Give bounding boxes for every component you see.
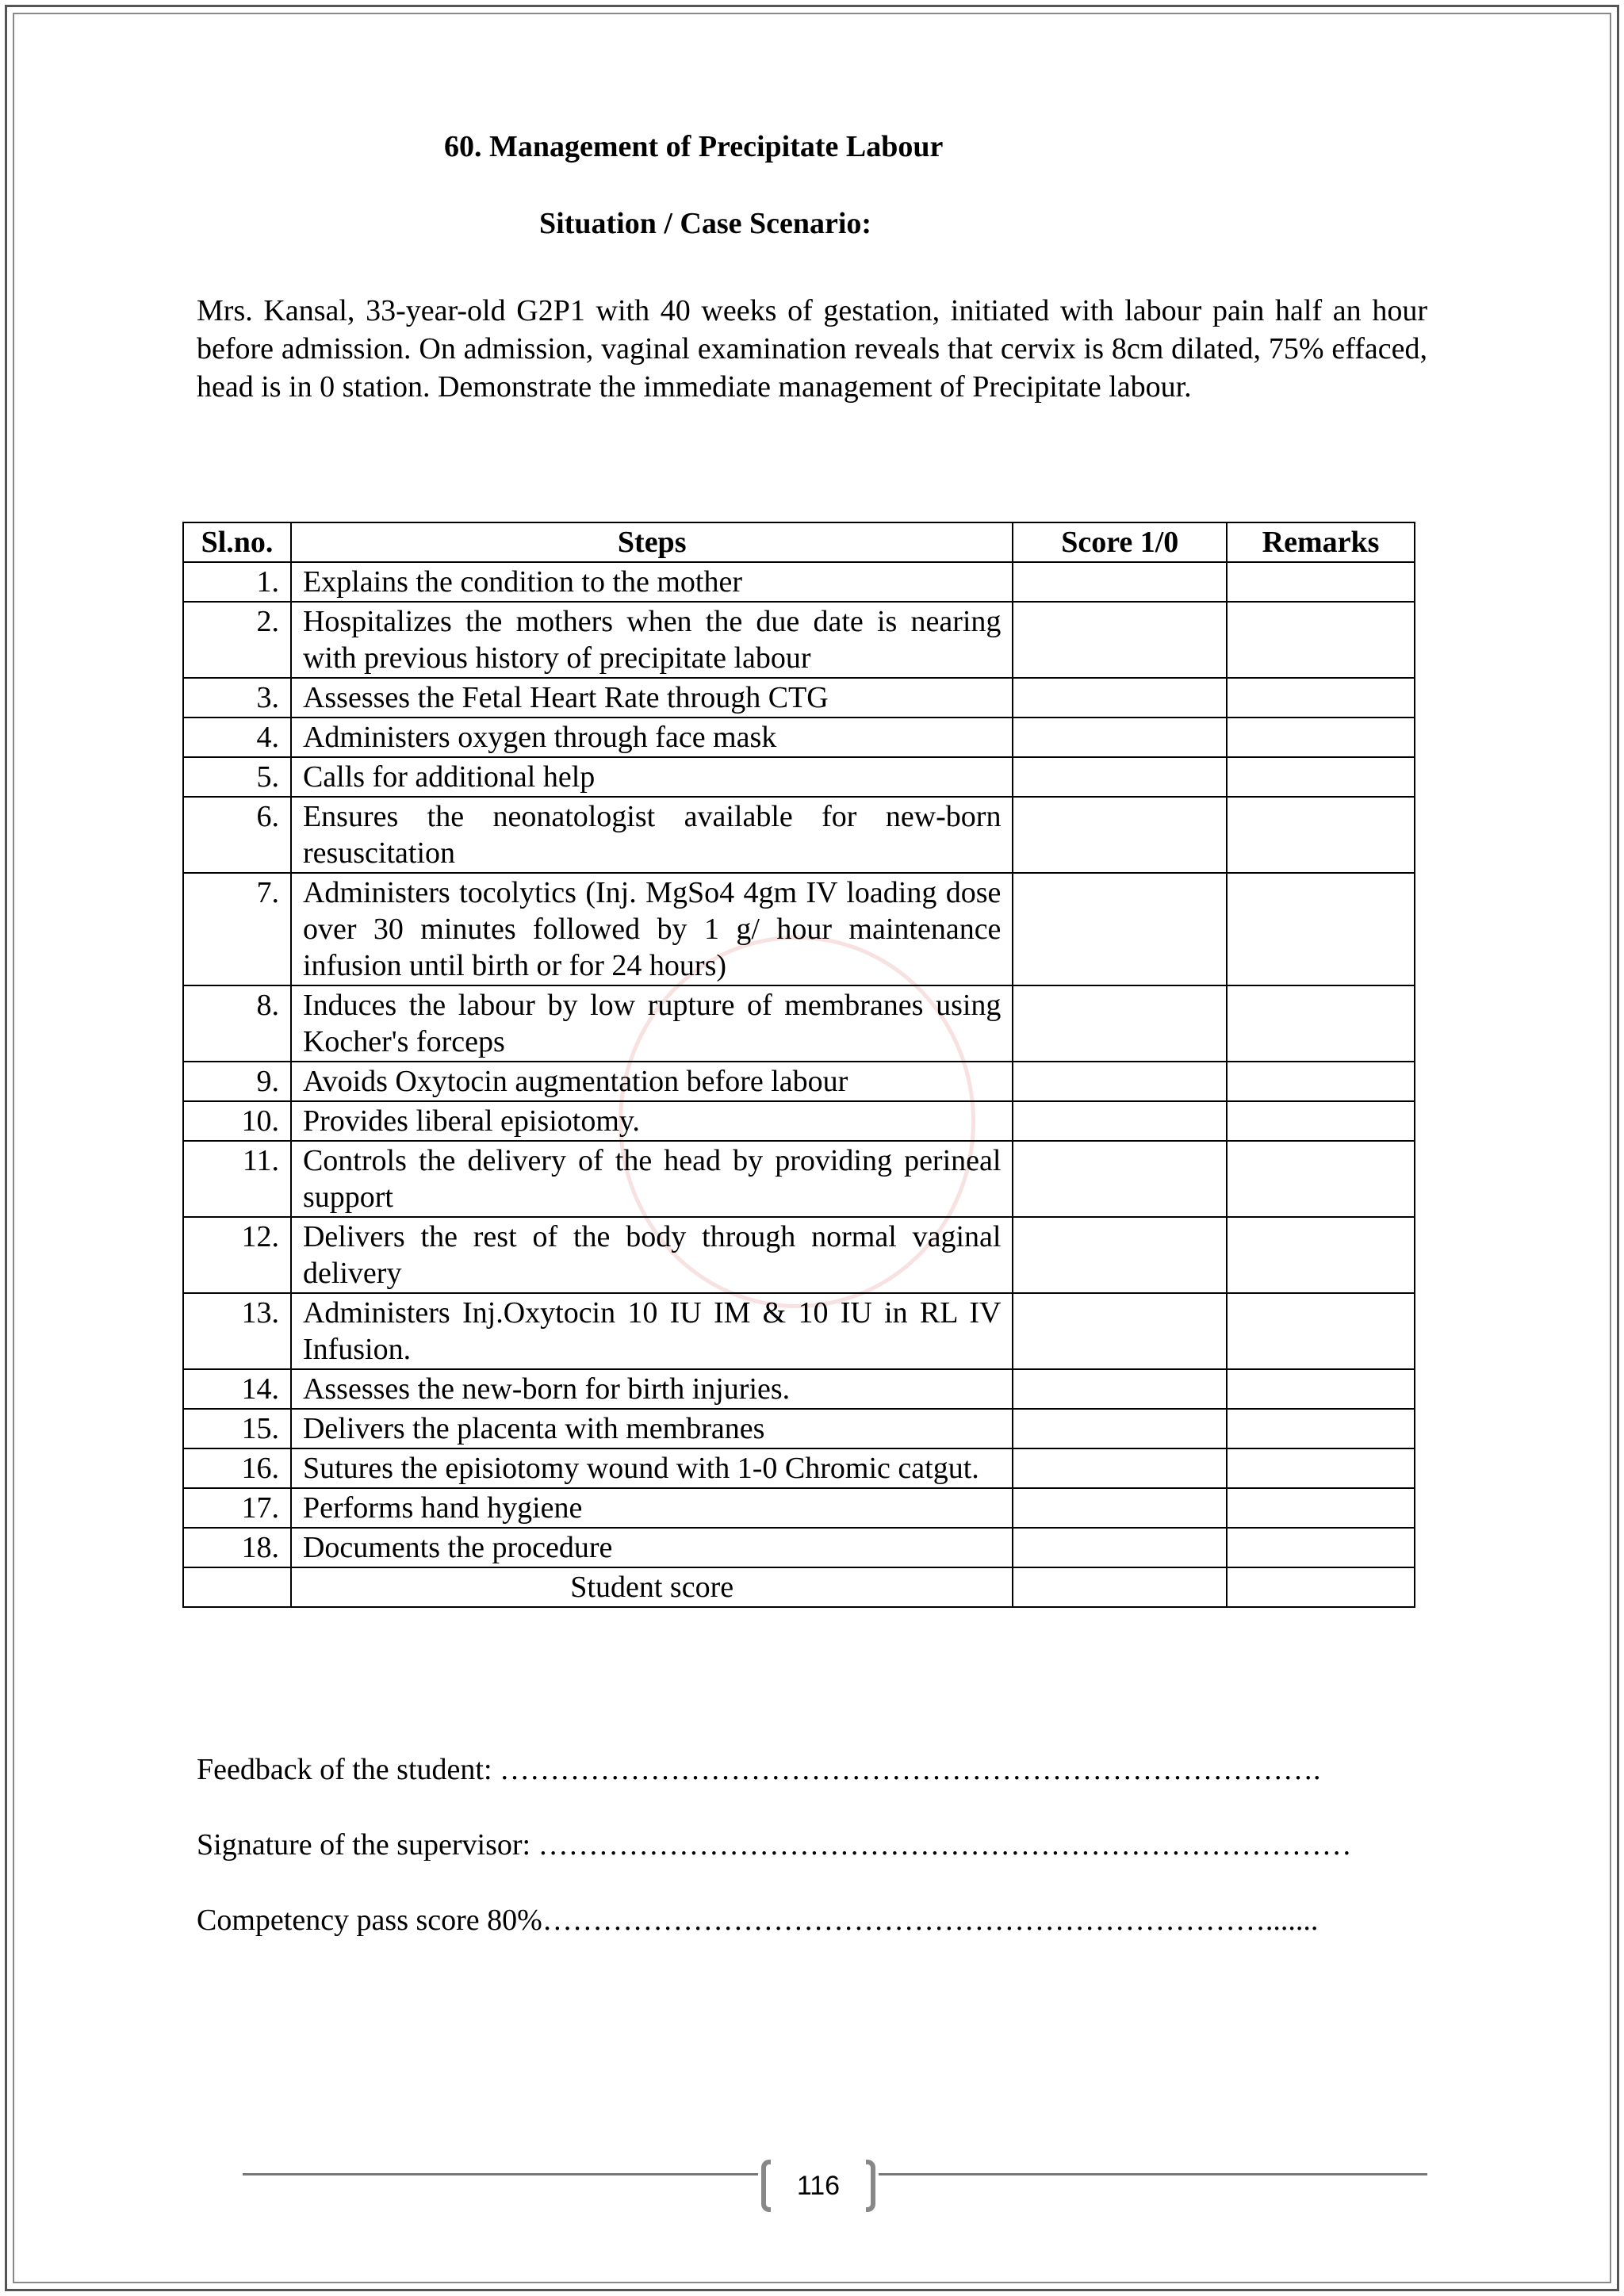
supervisor-signature-field[interactable]: Signature of the supervisor: ……………………………………………………………………… bbox=[197, 1828, 1352, 1862]
row-number: 13. bbox=[183, 1293, 291, 1369]
page-title: 60. Management of Precipitate Labour bbox=[444, 130, 944, 163]
remarks-cell[interactable] bbox=[1227, 873, 1415, 985]
row-number: 16. bbox=[183, 1448, 291, 1488]
row-step: Calls for additional help bbox=[291, 757, 1013, 797]
remarks-cell[interactable] bbox=[1227, 1141, 1415, 1217]
table-row bbox=[183, 1409, 1415, 1448]
score-cell[interactable] bbox=[1013, 1101, 1227, 1141]
remarks-cell[interactable] bbox=[1227, 985, 1415, 1062]
score-cell[interactable] bbox=[1013, 985, 1227, 1062]
row-step: Avoids Oxytocin augmentation before labour bbox=[291, 1062, 1013, 1101]
footer-rule-left bbox=[243, 2173, 758, 2175]
row-number: 1. bbox=[183, 562, 291, 602]
remarks-cell[interactable] bbox=[1227, 1528, 1415, 1567]
table-row bbox=[183, 602, 1415, 678]
score-cell[interactable] bbox=[1013, 1062, 1227, 1101]
score-cell[interactable] bbox=[1013, 1217, 1227, 1293]
row-number: 7. bbox=[183, 873, 291, 985]
row-step: Performs hand hygiene bbox=[291, 1488, 1013, 1528]
remarks-cell[interactable] bbox=[1227, 1409, 1415, 1448]
score-cell[interactable] bbox=[1013, 1488, 1227, 1528]
row-step: Induces the labour by low rupture of membranes using Kocher's forceps bbox=[291, 985, 1013, 1062]
remarks-cell[interactable] bbox=[1227, 1448, 1415, 1488]
remarks-cell[interactable] bbox=[1227, 678, 1415, 718]
row-number: 11. bbox=[183, 1141, 291, 1217]
row-number: 2. bbox=[183, 602, 291, 678]
table-row bbox=[183, 1141, 1415, 1217]
table-row bbox=[183, 757, 1415, 797]
feedback-field[interactable]: Feedback of the student: ………………………………………………………………………. bbox=[197, 1753, 1321, 1786]
score-cell[interactable] bbox=[1013, 602, 1227, 678]
table-row bbox=[183, 1488, 1415, 1528]
remarks-cell[interactable] bbox=[1227, 1488, 1415, 1528]
table-header-row bbox=[183, 522, 1415, 562]
table-row bbox=[183, 1293, 1415, 1369]
row-step: Administers tocolytics (Inj. MgSo4 4gm IV loading dose over 30 minutes followed by 1 g/ hour maintenance infusion until birth or for 24 hours) bbox=[291, 873, 1013, 985]
section-heading: Situation / Case Scenario: bbox=[539, 207, 872, 240]
score-cell[interactable] bbox=[1013, 757, 1227, 797]
total-score-cell[interactable] bbox=[1013, 1567, 1227, 1607]
page-number: 116 bbox=[796, 2171, 841, 2201]
score-cell[interactable] bbox=[1013, 873, 1227, 985]
header-slno: Sl.no. bbox=[183, 522, 291, 562]
score-cell[interactable] bbox=[1013, 1369, 1227, 1409]
table-row bbox=[183, 678, 1415, 718]
total-row bbox=[183, 1567, 1415, 1607]
checklist-table bbox=[182, 522, 1415, 1608]
table-row bbox=[183, 1528, 1415, 1567]
table-row bbox=[183, 1217, 1415, 1293]
row-number: 15. bbox=[183, 1409, 291, 1448]
row-step: Delivers the rest of the body through normal vaginal delivery bbox=[291, 1217, 1013, 1293]
score-cell[interactable] bbox=[1013, 718, 1227, 757]
remarks-cell[interactable] bbox=[1227, 1369, 1415, 1409]
row-step: Explains the condition to the mother bbox=[291, 562, 1013, 602]
row-step: Assesses the Fetal Heart Rate through CTG bbox=[291, 678, 1013, 718]
score-cell[interactable] bbox=[1013, 1448, 1227, 1488]
total-empty-cell bbox=[183, 1567, 291, 1607]
row-number: 4. bbox=[183, 718, 291, 757]
row-number: 17. bbox=[183, 1488, 291, 1528]
row-step: Controls the delivery of the head by providing perineal support bbox=[291, 1141, 1013, 1217]
table-row bbox=[183, 562, 1415, 602]
row-number: 6. bbox=[183, 797, 291, 873]
table-row bbox=[183, 1101, 1415, 1141]
table-row bbox=[183, 1369, 1415, 1409]
row-step: Administers oxygen through face mask bbox=[291, 718, 1013, 757]
remarks-cell[interactable] bbox=[1227, 602, 1415, 678]
table-row bbox=[183, 985, 1415, 1062]
footer-rule-right bbox=[879, 2173, 1427, 2175]
pass-score-field[interactable]: Competency pass score 80%………………………………………………………………....... bbox=[197, 1904, 1319, 1937]
score-cell[interactable] bbox=[1013, 678, 1227, 718]
header-score: Score 1/0 bbox=[1013, 522, 1227, 562]
table-row bbox=[183, 1448, 1415, 1488]
score-cell[interactable] bbox=[1013, 562, 1227, 602]
row-number: 12. bbox=[183, 1217, 291, 1293]
row-step: Administers Inj.Oxytocin 10 IU IM & 10 IU in RL IV Infusion. bbox=[291, 1293, 1013, 1369]
row-number: 10. bbox=[183, 1101, 291, 1141]
row-step: Assesses the new-born for birth injuries. bbox=[291, 1369, 1013, 1409]
row-step: Provides liberal episiotomy. bbox=[291, 1101, 1013, 1141]
row-number: 9. bbox=[183, 1062, 291, 1101]
total-remarks-cell[interactable] bbox=[1227, 1567, 1415, 1607]
score-cell[interactable] bbox=[1013, 797, 1227, 873]
score-cell[interactable] bbox=[1013, 1409, 1227, 1448]
remarks-cell[interactable] bbox=[1227, 1293, 1415, 1369]
row-number: 8. bbox=[183, 985, 291, 1062]
table-row bbox=[183, 1062, 1415, 1101]
row-step: Delivers the placenta with membranes bbox=[291, 1409, 1013, 1448]
remarks-cell[interactable] bbox=[1227, 797, 1415, 873]
row-step: Sutures the episiotomy wound with 1-0 Chromic catgut. bbox=[291, 1448, 1013, 1488]
row-number: 3. bbox=[183, 678, 291, 718]
row-step: Ensures the neonatologist available for new-born resuscitation bbox=[291, 797, 1013, 873]
student-score-label: Student score bbox=[291, 1567, 1013, 1607]
row-step: Hospitalizes the mothers when the due date is nearing with previous history of precipitate labour bbox=[291, 602, 1013, 678]
table-row bbox=[183, 873, 1415, 985]
remarks-cell[interactable] bbox=[1227, 562, 1415, 602]
case-scenario-text: Mrs. Kansal, 33-year-old G2P1 with 40 weeks of gestation, initiated with labour pain half an hour before admission. On admission, vaginal examination reveals that cervix is 8cm dilated, 75% effaced, head is in 0 station. Demonstrate the immediate management of Precipitate labour. bbox=[197, 294, 1427, 404]
row-number: 18. bbox=[183, 1528, 291, 1567]
row-number: 14. bbox=[183, 1369, 291, 1409]
remarks-cell[interactable] bbox=[1227, 1217, 1415, 1293]
score-cell[interactable] bbox=[1013, 1528, 1227, 1567]
row-number: 5. bbox=[183, 757, 291, 797]
header-remarks: Remarks bbox=[1227, 522, 1415, 562]
remarks-cell[interactable] bbox=[1227, 718, 1415, 757]
remarks-cell[interactable] bbox=[1227, 1062, 1415, 1101]
row-step: Documents the procedure bbox=[291, 1528, 1013, 1567]
score-cell[interactable] bbox=[1013, 1293, 1227, 1369]
header-steps: Steps bbox=[291, 522, 1013, 562]
table-row bbox=[183, 797, 1415, 873]
table-row bbox=[183, 718, 1415, 757]
score-cell[interactable] bbox=[1013, 1141, 1227, 1217]
remarks-cell[interactable] bbox=[1227, 757, 1415, 797]
remarks-cell[interactable] bbox=[1227, 1101, 1415, 1141]
